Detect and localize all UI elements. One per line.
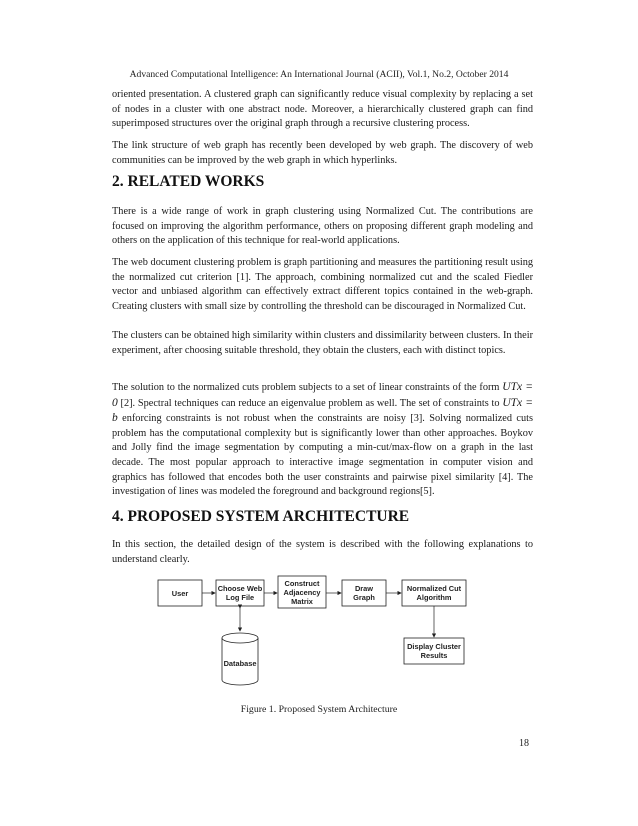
intro-paragraph-2: The link structure of web graph has recently been developed by web graph. The discovery of web communities can be improved by the web graph in which hyperlinks. bbox=[112, 140, 533, 166]
intro-paragraph-1: oriented presentation. A clustered graph can significantly reduce visual complexity by replacing a set of nodes in a cluster with one abstract node. Moreover, a hierarchically clustered graph can find superimposed structures over the original graph through a recursive clustering process. bbox=[112, 89, 533, 130]
ncut-algorithm-label: Algorithm bbox=[416, 593, 452, 602]
user-label: User bbox=[171, 589, 189, 598]
ncut-algorithm-label: Normalized Cut bbox=[406, 584, 462, 593]
related-works-paragraph-2: The web document clustering problem is graph partitioning and measures the partitioning result using the normalized cut criterion [1]. The approach, combining normalized cut and the scaled Fiedler vector and unbiased algorithm can effectively extract different topics contained in the web-graph. Creating clusters with small size by controlling the threshold can be discouraged in Normalized Cut. bbox=[112, 257, 533, 312]
choose-log-label: Choose Web bbox=[217, 584, 263, 593]
construct-matrix-label: Matrix bbox=[291, 597, 313, 606]
construct-matrix-label: Construct bbox=[284, 579, 320, 588]
related-works-paragraph-3: The clusters can be obtained high similarity within clusters and dissimilarity between clusters. In their experiment, after choosing suitable threshold, they obtain the clusters, each with distinct topics. bbox=[112, 330, 533, 356]
display-results-label: Results bbox=[420, 651, 448, 660]
paragraph-text: [2]. Spectral techniques can reduce an eigenvalue problem as well. The set of constraints to bbox=[120, 397, 500, 409]
choose-log-label: Log File bbox=[225, 593, 255, 602]
math-constraint-b: UTx = b bbox=[112, 396, 534, 425]
draw-graph-label: Draw bbox=[354, 584, 374, 593]
display-results-label: Display Cluster bbox=[407, 642, 461, 651]
related-works-paragraph-4 bbox=[112, 380, 533, 500]
section-heading-related-works: 2. RELATED WORKS bbox=[112, 173, 265, 190]
figure-caption: Figure 1. Proposed System Architecture bbox=[240, 704, 398, 715]
architecture-diagram bbox=[150, 572, 490, 702]
proposed-architecture-paragraph: In this section, the detailed design of the system is described with the following explanations to understand clearly. bbox=[112, 539, 533, 565]
running-header: Advanced Computational Intelligence: An International Journal (ACII), Vol.1, No.2, October 2014 bbox=[129, 69, 509, 80]
section-heading-proposed-architecture: 4. PROPOSED SYSTEM ARCHITECTURE bbox=[112, 508, 410, 525]
page-number: 18 bbox=[519, 738, 529, 749]
paragraph-text: enforcing constraints is not robust when the constraints are noisy [3]. Solving normalized cuts problem has the computational complexity but is significantly lower than other approaches. Boykov and Jolly find the image segmentation by computing a min-cut/max-flow on a graph in the last decade. The most popular approach to interactive image segmentation in computer vision and graphics has followed that encodes both the user constraints and pairwise pixel similarity [4]. The investigation of lines was modeled the foreground and background regions[5]. bbox=[112, 413, 534, 498]
paragraph-text: The solution to the normalized cuts problem subjects to a set of linear constraints of the form bbox=[112, 382, 500, 393]
math-constraint-zero: UTx = 0 bbox=[112, 381, 533, 409]
database-label: Database bbox=[223, 659, 257, 668]
draw-graph-label: Graph bbox=[353, 593, 375, 602]
construct-matrix-label: Adjacency bbox=[283, 588, 321, 597]
related-works-paragraph-1: There is a wide range of work in graph clustering using Normalized Cut. The contributions are focused on improving the algorithm performance, others on proposing different graph modeling and others on the application of this technique for real-world applications. bbox=[112, 206, 533, 247]
